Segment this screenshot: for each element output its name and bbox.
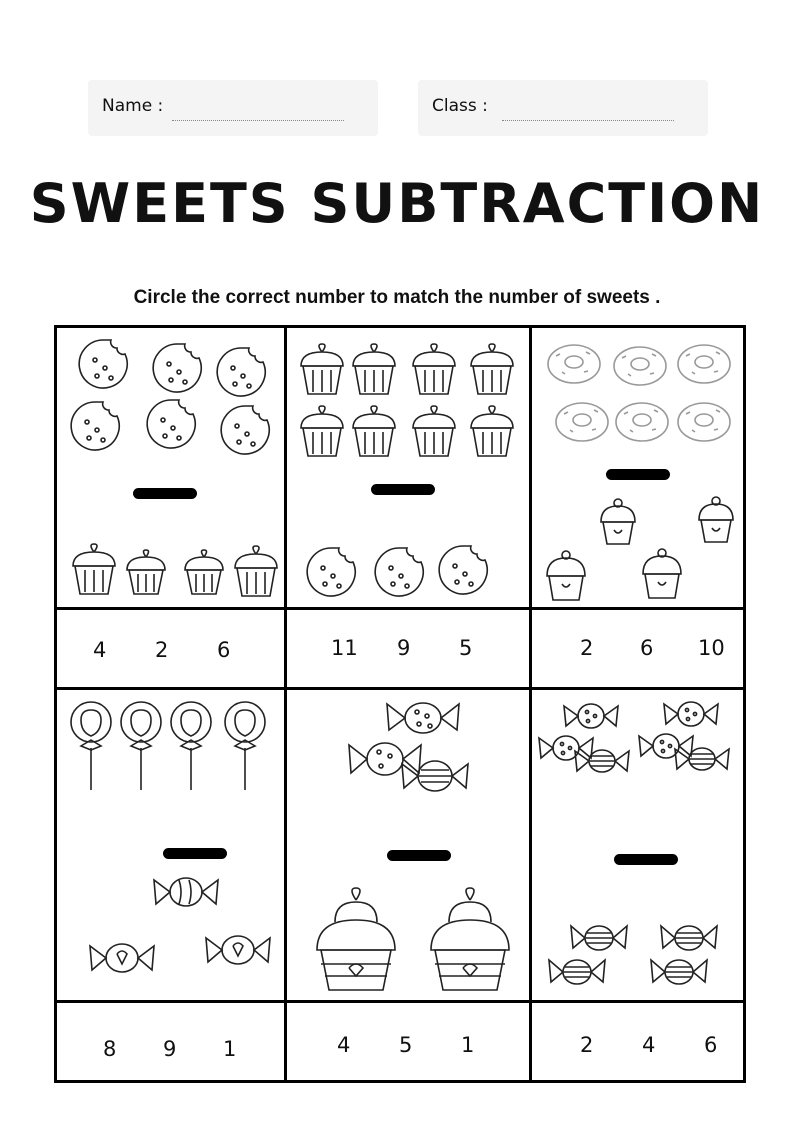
name-label: Name : [102,96,164,116]
answer-choice[interactable]: 5 [399,1033,413,1057]
answer-choice[interactable]: 6 [704,1033,718,1057]
minus-sign [371,484,435,495]
answer-choice[interactable]: 2 [155,638,169,662]
cupcake-icon [123,546,169,598]
problem-5-picture-cell [284,687,532,1003]
donut-icon [546,342,602,386]
cupcake-icon [181,546,227,598]
wrapped-candy-icon [672,742,732,776]
big-cupcake-icon [427,886,513,994]
wrapped-candy-icon [660,696,722,732]
donut-icon [614,400,670,444]
class-input-line[interactable] [502,120,674,121]
answer-choice[interactable]: 4 [93,638,107,662]
fancy-cupcake-icon [598,496,638,548]
lollipop-icon [67,700,115,792]
cookie-icon [75,336,131,392]
cupcake-icon [349,340,399,398]
cookie-icon [213,344,269,400]
donut-icon [676,342,732,386]
cupcake-icon [349,402,399,460]
donut-icon [612,344,668,388]
answer-choice[interactable]: 5 [459,636,473,660]
answer-choice[interactable]: 2 [580,1033,594,1057]
name-input-line[interactable] [172,120,344,121]
answer-choice[interactable]: 10 [698,636,725,660]
answer-choice[interactable]: 9 [397,636,411,660]
problem-3-picture-cell [529,325,746,610]
lollipop-icon [117,700,165,792]
answer-choice[interactable]: 11 [331,636,358,660]
cupcake-icon [467,340,517,398]
instruction-text: Circle the correct number to match the number of sweets . [133,287,661,308]
cookie-icon [435,542,491,598]
answer-choice[interactable]: 4 [642,1033,656,1057]
cupcake-icon [467,402,517,460]
cookie-icon [217,402,273,458]
wrapped-candy-icon [151,872,221,912]
answer-choice[interactable]: 4 [337,1033,351,1057]
cupcake-icon [409,340,459,398]
cookie-icon [371,544,427,600]
wrapped-candy-icon [87,938,157,978]
cupcake-icon [231,542,281,600]
minus-sign [387,850,451,861]
minus-sign [133,488,197,499]
wrapped-candy-icon [560,698,622,734]
cupcake-icon [297,340,347,398]
answer-choice[interactable]: 9 [163,1037,177,1061]
answer-choice[interactable]: 1 [223,1037,237,1061]
problem-4-answer-cell [54,1000,287,1083]
wrapped-candy-icon [203,930,273,970]
minus-sign [614,854,678,865]
donut-icon [554,400,610,444]
problem-5-answer-cell [284,1000,532,1083]
cookie-icon [149,340,205,396]
big-cupcake-icon [313,886,399,994]
fancy-cupcake-icon [696,494,736,546]
wrapped-candy-icon [546,952,608,992]
wrapped-candy-icon [572,744,632,778]
problem-6-answer-cell [529,1000,746,1083]
class-label: Class : [432,96,488,116]
problem-4-picture-cell [54,687,287,1003]
answer-choice[interactable]: 1 [461,1033,475,1057]
problem-6-picture-cell [529,687,746,1003]
cupcake-icon [297,402,347,460]
wrapped-candy-icon [648,952,710,992]
fancy-cupcake-icon [544,548,588,604]
problem-3-answer-cell [529,607,746,690]
answer-choice[interactable]: 8 [103,1037,117,1061]
cupcake-icon [409,402,459,460]
cookie-icon [143,396,199,452]
problem-1-picture-cell [54,325,287,610]
answer-choice[interactable]: 6 [640,636,654,660]
problem-2-answer-cell [284,607,532,690]
minus-sign [606,469,670,480]
lollipop-icon [167,700,215,792]
problem-1-answer-cell [54,607,287,690]
answer-choice[interactable]: 2 [580,636,594,660]
donut-icon [676,400,732,444]
lollipop-icon [221,700,269,792]
problem-2-picture-cell [284,325,532,610]
minus-sign [163,848,227,859]
fancy-cupcake-icon [640,546,684,602]
cookie-icon [303,544,359,600]
answer-choice[interactable]: 6 [217,638,231,662]
cookie-icon [67,398,123,454]
wrapped-candy-icon [399,754,471,798]
page-title: SWEETS SUBTRACTION [29,172,765,235]
cupcake-icon [69,540,119,598]
